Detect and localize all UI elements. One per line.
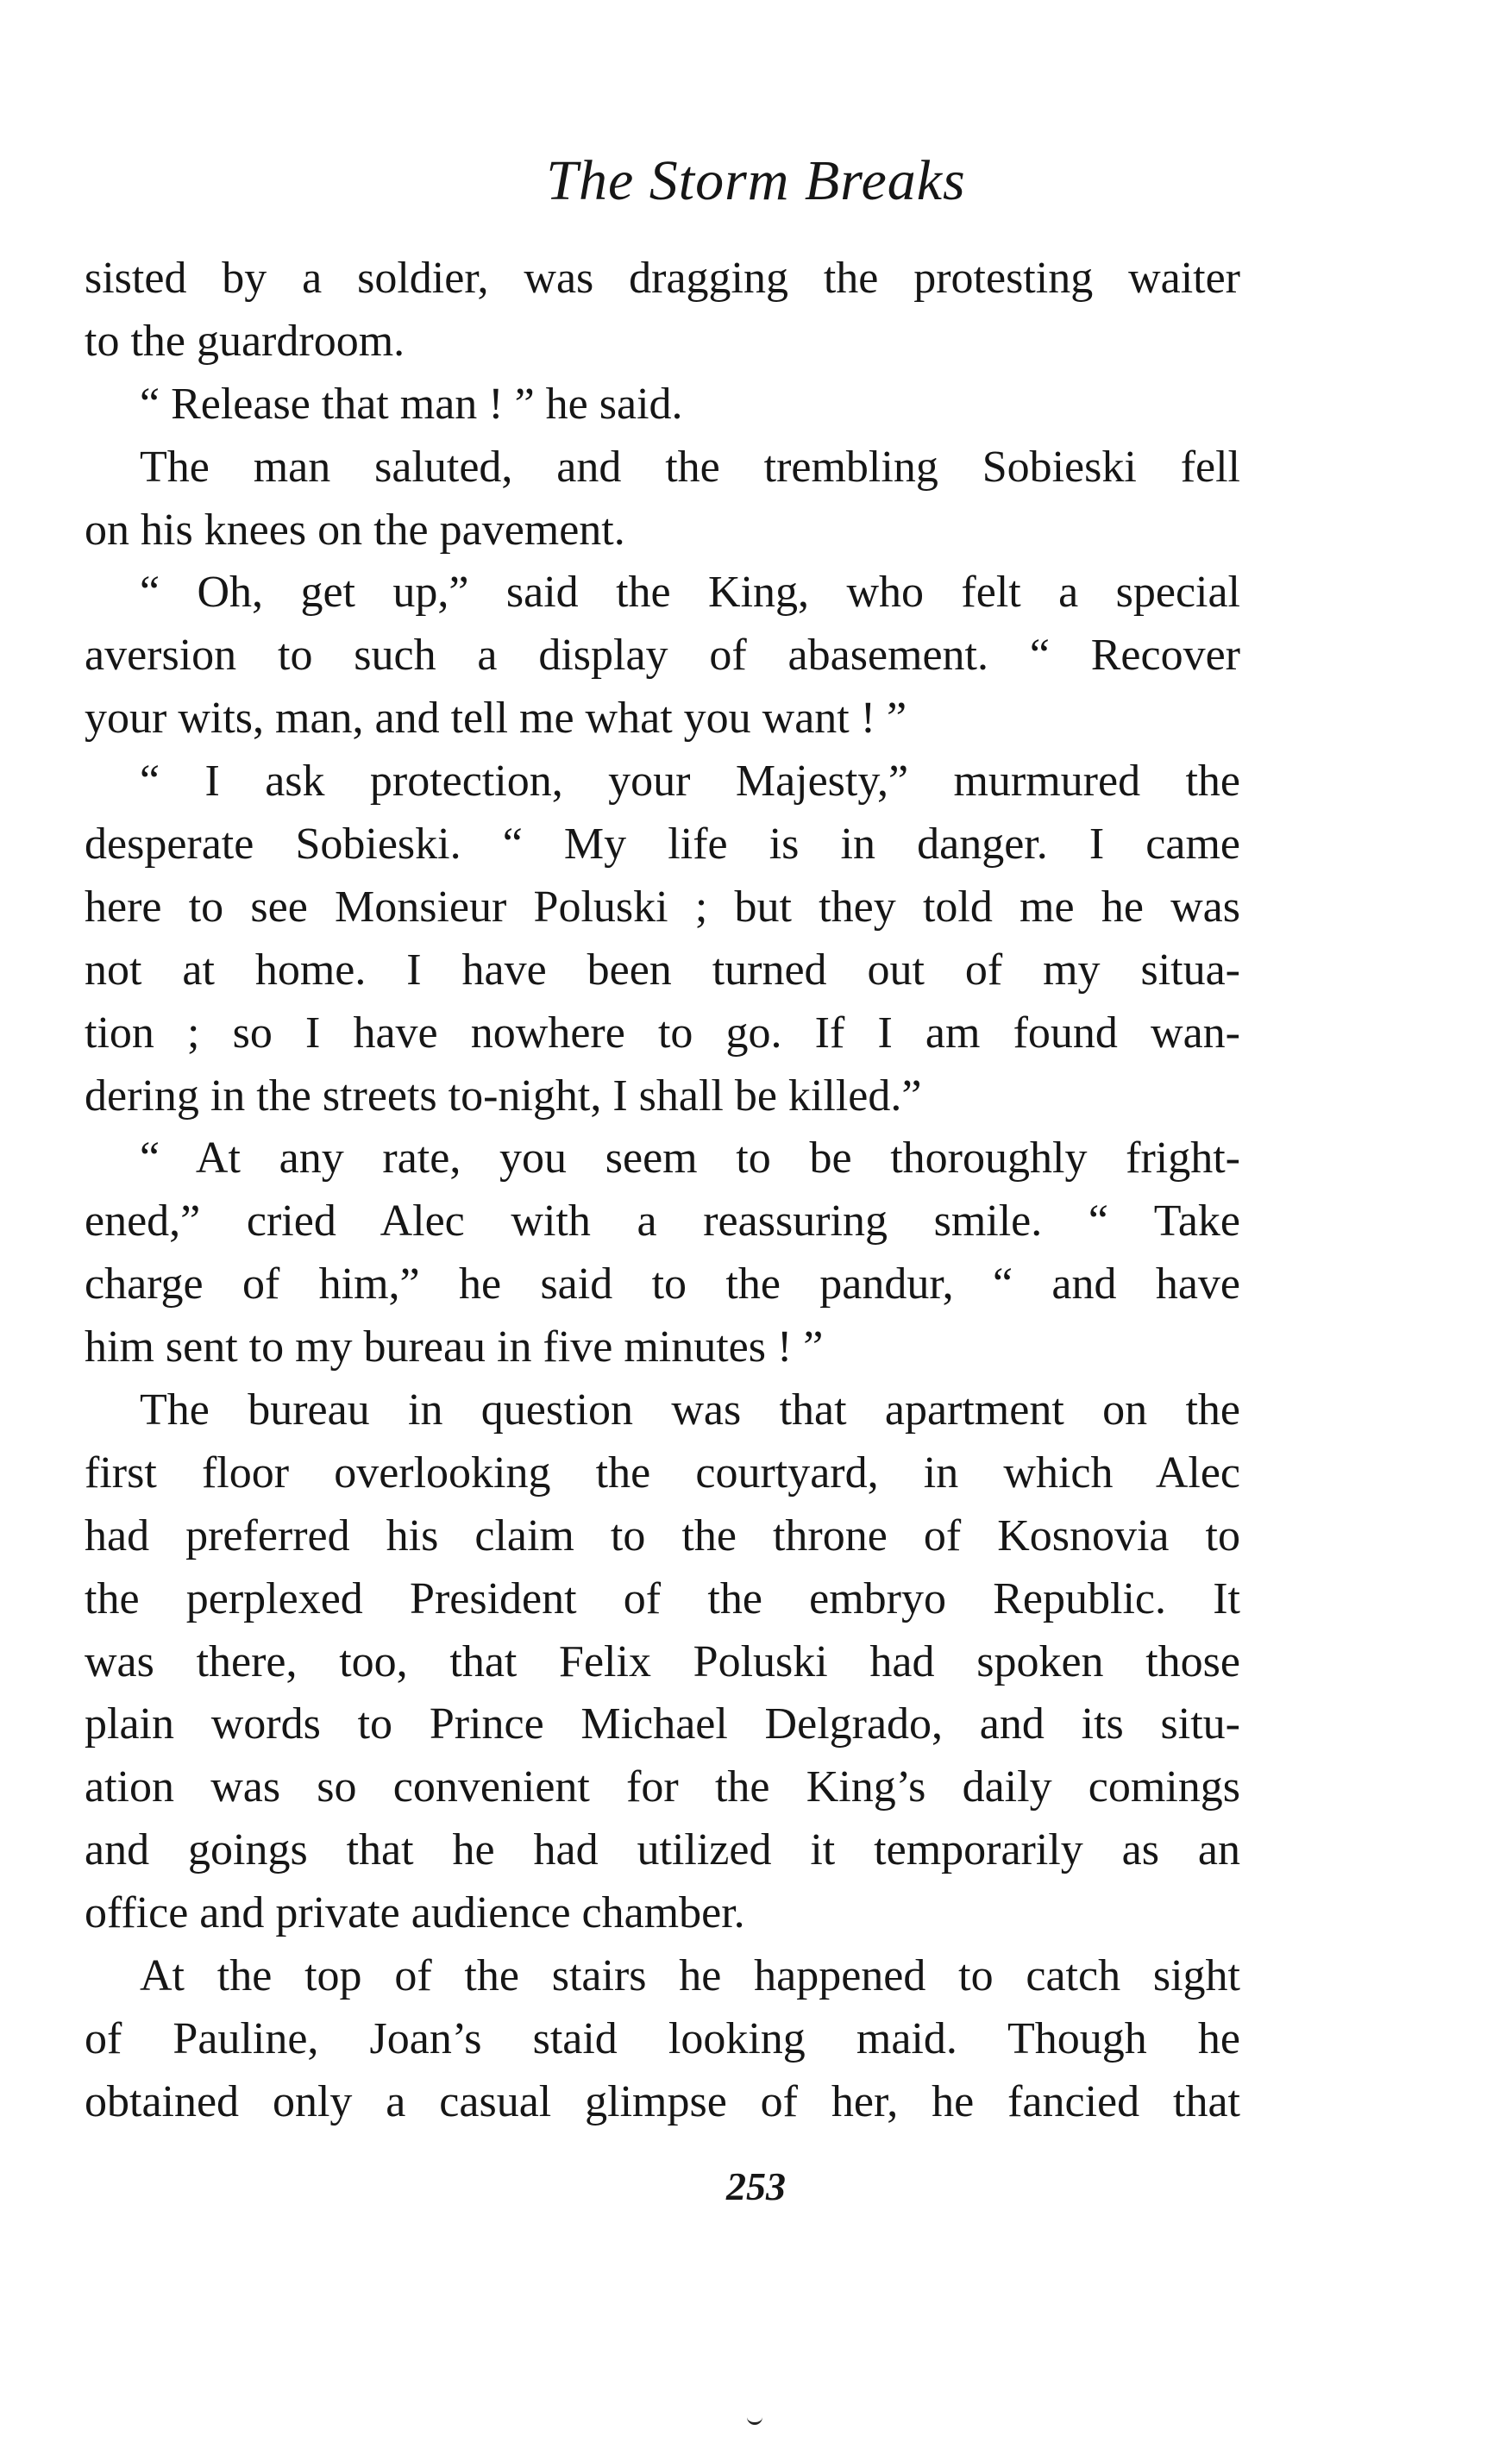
text-line: sisted by a soldier, was dragging the protesting waiter	[85, 254, 1240, 303]
body-text	[85, 248, 1240, 2134]
text-line: of Pauline, Joan’s staid looking maid. Though he	[85, 2013, 1240, 2063]
text-line: tion ; so I have nowhere to go. If I am found wan-	[85, 1008, 1240, 1058]
text-line: obtained only a casual glimpse of her, he fancied that	[85, 2076, 1240, 2126]
text-line: had preferred his claim to the throne of Kosnovia to	[85, 1510, 1240, 1560]
text-line: first floor overlooking the courtyard, in which Alec	[85, 1447, 1240, 1498]
text-line: charge of him,” he said to the pandur, “ and have	[85, 1259, 1240, 1309]
page-number: 253	[726, 2164, 786, 2208]
paper-speck-mark	[747, 2415, 762, 2425]
text-line: not at home. I have been turned out of my situa-	[85, 945, 1240, 995]
text-line: At the top of the stairs he happened to catch sight	[140, 1951, 1240, 2001]
text-line: office and private audience chamber.	[85, 1888, 745, 1938]
text-line: “ I ask protection, your Majesty,” murmured the	[140, 757, 1240, 807]
text-line: The bureau in question was that apartment on the	[140, 1385, 1240, 1435]
text-line: “ Oh, get up,” said the King, who felt a special	[140, 568, 1240, 618]
text-line: and goings that he had utilized it temporarily as an	[85, 1825, 1240, 1875]
text-line: desperate Sobieski. “ My life is in danger. I came	[85, 819, 1240, 870]
text-line: dering in the streets to-night, I shall be killed.”	[85, 1071, 922, 1121]
text-line: aversion to such a display of abasement. “ Recover	[85, 631, 1240, 681]
text-line: him sent to my bureau in five minutes ! ”	[85, 1322, 824, 1372]
text-line: ation was so convenient for the King’s daily comings	[85, 1762, 1240, 1812]
text-line: plain words to Prince Michael Delgrado, and its situ-	[85, 1699, 1240, 1749]
text-line: to the guardroom.	[85, 316, 405, 366]
text-line: The man saluted, and the trembling Sobieski fell	[140, 442, 1240, 492]
text-line: here to see Monsieur Poluski ; but they told me he was	[85, 882, 1240, 932]
text-line: was there, too, that Felix Poluski had spoken those	[85, 1636, 1240, 1686]
text-line: “ At any rate, you seem to be thoroughly fright-	[140, 1133, 1240, 1184]
text-line: “ Release that man ! ” he said.	[140, 379, 683, 429]
text-line: your wits, man, and tell me what you want ! ”	[85, 694, 907, 744]
running-head: The Storm Breaks	[546, 149, 966, 212]
text-line: on his knees on the pavement.	[85, 505, 625, 555]
text-line: ened,” cried Alec with a reassuring smile. “ Take	[85, 1196, 1240, 1246]
text-line: the perplexed President of the embryo Republic. It	[85, 1573, 1240, 1623]
